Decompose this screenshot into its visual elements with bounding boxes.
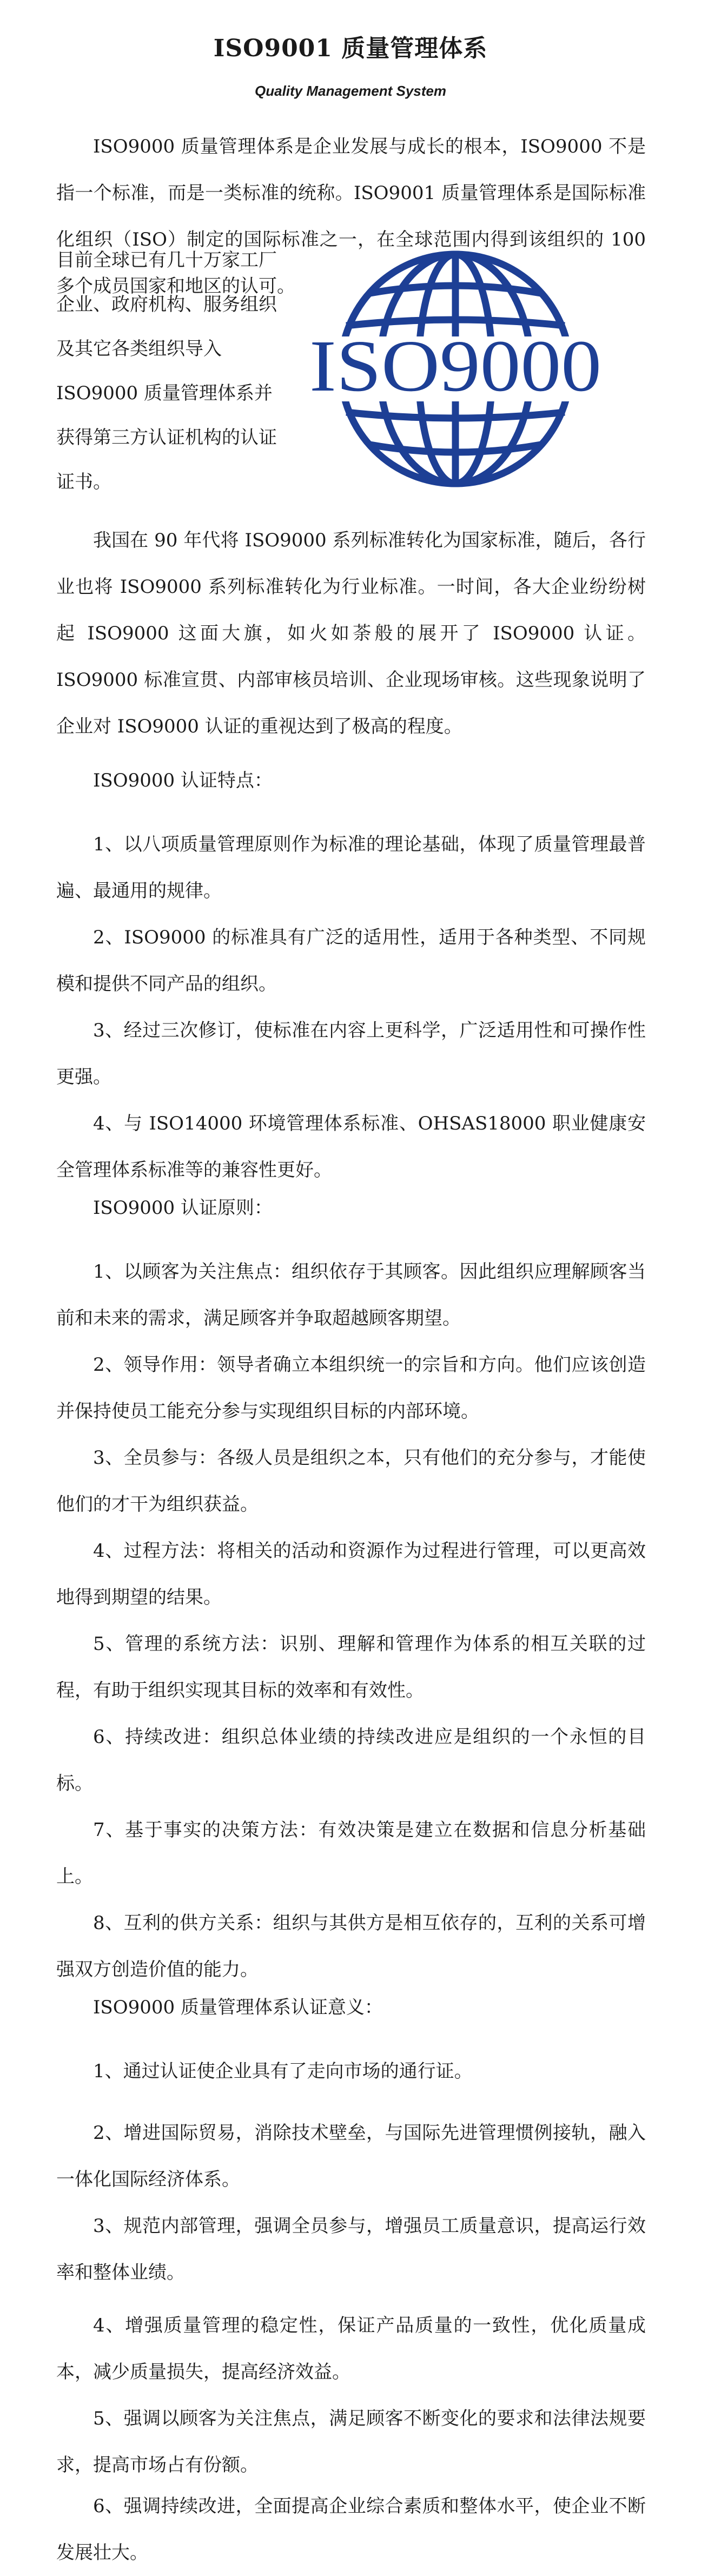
adoption-paragraph: 目前全球已有几十万家工厂企业、政府机构、服务组织及其它各类组织导入ISO9000 质量管理体系并获得第三方认证机构的认证证书。 <box>56 249 277 493</box>
intro-paragraph: ISO9000 质量管理体系是企业发展与成长的根本，ISO9000 不是指一个标准，而是一类标准的统称。ISO9001 质量管理体系是国际标准化组织（ISO）制定的国际标准之一，在全球范围内得到该组织的 100 多个成员国家和地区的认可。 <box>56 136 646 297</box>
iso9000-globe-logo <box>304 245 607 493</box>
significance-item: 1、通过认证使企业具有了走向市场的通行证。 <box>93 2060 473 2082</box>
logo-text: ISO9000 <box>309 326 601 407</box>
principle-item: 4、过程方法：将相关的活动和资源作为过程进行管理，可以更高效地得到期望的结果。 <box>56 1540 646 1608</box>
principle-item: 6、持续改进：组织总体业绩的持续改进应是组织的一个永恒的目标。 <box>56 1726 646 1794</box>
history-paragraph: 我国在 90 年代将 ISO9000 系列标准转化为国家标准，随后，各行业也将 ISO9000 系列标准转化为行业标准。一时间，各大企业纷纷树起 ISO9000 这面大旗，如火如荼般的展开了 ISO9000 认证。ISO9000 标准宣贯、内部审核员培训、企业现场审核。这些现象说明了企业对 ISO9000 认证的重视达到了极高的程度。 <box>56 530 646 737</box>
principles-heading: ISO9000 认证原则： <box>93 1197 273 1219</box>
principle-item: 8、互利的供方关系：组织与其供方是相互依存的，互利的关系可增强双方创造价值的能力。 <box>56 1912 646 1980</box>
principle-item: 1、以顾客为关注焦点：组织依存于其顾客。因此组织应理解顾客当前和未来的需求，满足顾客并争取超越顾客期望。 <box>56 1261 646 1329</box>
principle-item: 5、管理的系统方法：识别、理解和管理作为体系的相互关联的过程，有助于组织实现其目标的效率和有效性。 <box>56 1633 646 1701</box>
significance-item: 3、规范内部管理，强调全员参与，增强员工质量意识，提高运行效率和整体业绩。 <box>56 2215 646 2283</box>
principle-item: 3、全员参与：各级人员是组织之本，只有他们的充分参与，才能使他们的才干为组织获益。 <box>56 1447 646 1515</box>
significance-item: 6、强调持续改进，全面提高企业综合素质和整体水平，使企业不断发展壮大。 <box>56 2495 646 2564</box>
significance-item: 4、增强质量管理的稳定性，保证产品质量的一致性，优化质量成本，减少质量损失，提高经济效益。 <box>56 2315 646 2383</box>
feature-item: 2、ISO9000 的标准具有广泛的适用性，适用于各种类型、不同规模和提供不同产品的组织。 <box>56 927 646 995</box>
significance-item: 2、增进国际贸易，消除技术壁垒，与国际先进管理惯例接轨，融入一体化国际经济体系。 <box>56 2122 646 2190</box>
feature-item: 3、经过三次修订，使标准在内容上更科学，广泛适用性和可操作性更强。 <box>56 1020 646 1088</box>
principle-item: 2、领导作用：领导者确立本组织统一的宗旨和方向。他们应该创造并保持使员工能充分参与实现组织目标的内部环境。 <box>56 1354 646 1422</box>
features-heading: ISO9000 认证特点： <box>93 770 273 791</box>
significance-heading: ISO9000 质量管理体系认证意义： <box>93 1997 383 2018</box>
feature-item: 4、与 ISO14000 环境管理体系标准、OHSAS18000 职业健康安全管理体系标准等的兼容性更好。 <box>56 1113 646 1181</box>
principle-item: 7、基于事实的决策方法：有效决策是建立在数据和信息分析基础上。 <box>56 1819 646 1887</box>
page-subtitle: Quality Management System <box>255 83 446 99</box>
significance-item: 5、强调以顾客为关注焦点，满足顾客不断变化的要求和法律法规要求，提高市场占有份额。 <box>56 2408 646 2476</box>
page-title: ISO9001 质量管理体系 <box>213 35 488 62</box>
feature-item: 1、以八项质量管理原则作为标准的理论基础，体现了质量管理最普遍、最通用的规律。 <box>56 834 646 902</box>
